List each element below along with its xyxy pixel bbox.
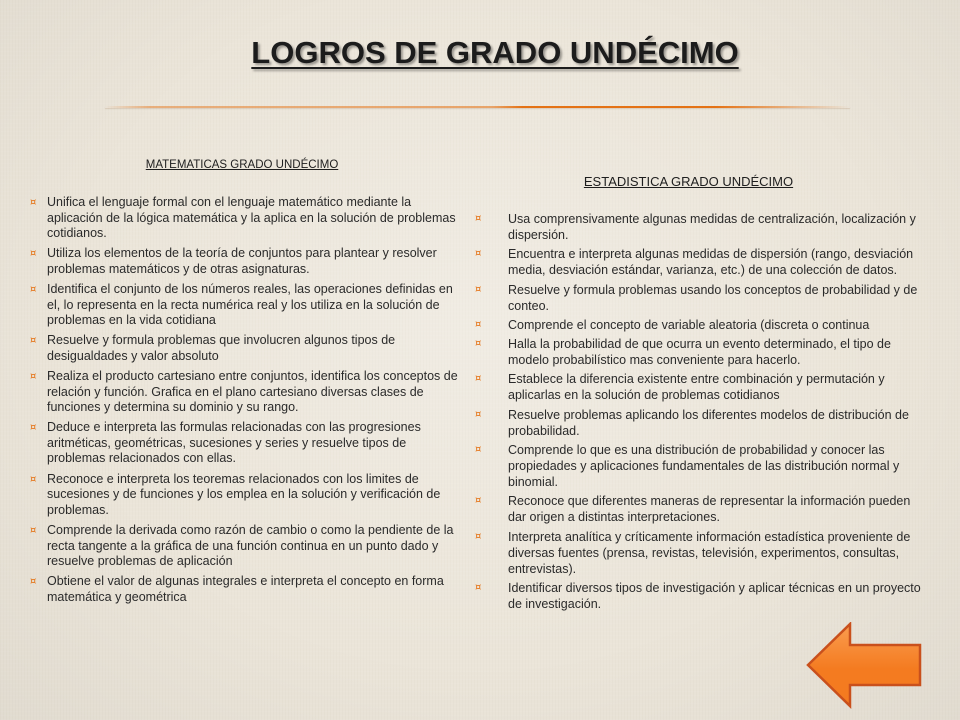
achievement-text: Resuelve y formula problemas que involucren algunos tipos de desigualdades y valor absoluto [47,333,396,363]
list-item [30,282,462,329]
list-item [30,246,462,277]
bullet-icon: ¤ [475,530,482,542]
list-item [475,371,925,403]
achievement-text: Unifica el lenguaje formal con el lenguaje matemático mediante la aplicación de la lógica matemática y la aplica en la solución de problemas cotidianos. [47,195,456,240]
list-item [475,246,925,278]
list-item [475,529,925,577]
list-item [30,471,462,519]
bullet-icon: ¤ [30,473,37,485]
list-item [475,282,925,314]
achievement-text: Obtiene el valor de algunas integrales e interpreta el concepto en forma matemática y geométrica [47,574,444,604]
math-achievements-list [30,195,462,610]
bullet-icon: ¤ [30,371,37,383]
achievement-text: Halla la probabilidad de que ocurra un evento determinado, el tipo de modelo probabilístico mas conveniente para hacerlo. [508,337,891,368]
bullet-icon: ¤ [475,373,482,385]
list-item [30,369,462,416]
bullet-icon: ¤ [30,197,37,208]
achievement-text: Comprende el concepto de variable aleatoria (discreta o continua [508,317,870,332]
bullet-icon: ¤ [30,576,37,588]
achievement-text: Identificar diversos tipos de investigación y aplicar técnicas en un proyecto de investigación. [508,580,921,611]
bullet-icon: ¤ [475,318,482,330]
bullet-icon: ¤ [475,283,482,295]
list-item [475,407,925,439]
bullet-icon: ¤ [30,335,37,347]
achievement-text: Realiza el producto cartesiano entre conjuntos, identifica los conceptos de relación y función. Grafica en el plano cartesiano diversas clases de funciones y determina su dominio y su rango. [47,369,458,415]
list-item [475,442,925,490]
bullet-icon: ¤ [30,422,37,434]
bullet-icon: ¤ [30,284,37,296]
list-item [475,493,925,525]
achievement-text: Resuelve y formula problemas usando los conceptos de probabilidad y de conteo. [508,282,918,313]
achievement-text: Usa comprensivamente algunas medidas de centralización, localización y dispersión. [508,212,916,242]
achievement-text: Interpreta analítica y críticamente información estadística proveniente de diversas fuentes (prensa, revistas, televisión, experimentos, consultas, entrevistas). [508,529,911,576]
bullet-icon: ¤ [475,213,482,224]
list-item [30,333,462,364]
statistics-heading: ESTADISTICA GRADO UNDÉCIMO [583,174,794,189]
achievement-text: Utiliza los elementos de la teoría de conjuntos para plantear y resolver problemas matemáticos y de otras asignaturas. [47,246,437,276]
list-item [30,195,462,242]
achievement-text: Deduce e interpreta las formulas relacionadas con las progresiones aritméticas, geométricas, sucesiones y series y resuelve tipos de problemas relacionados con ellas. [47,420,421,466]
title-divider [105,106,850,108]
list-item [475,336,925,368]
achievement-text: Identifica el conjunto de los números reales, las operaciones definidas en el, lo representa en la recta numérica real y los utiliza en la solución de problemas en la vida cotidiana [47,282,453,328]
bullet-icon: ¤ [475,248,482,260]
list-item [30,523,462,570]
arrow-left-icon[interactable] [806,622,924,710]
bullet-icon: ¤ [30,525,37,537]
bullet-icon: ¤ [475,444,482,456]
achievement-text: Reconoce e interpreta los teoremas relacionados con los limites de sucesiones y de funciones y los emplea en la solución y verificación de problemas. [47,471,441,517]
list-item [475,211,925,243]
achievement-text: Comprende la derivada como razón de cambio o como la pendiente de la recta tangente a la gráfica de una función continua en un punto dado y resuelve problemas de aplicación [47,523,454,569]
bullet-icon: ¤ [475,495,482,507]
bullet-icon: ¤ [475,581,482,593]
achievement-text: Reconoce que diferentes maneras de representar la información pueden dar origen a distintas interpretaciones. [508,494,911,525]
achievement-text: Comprende lo que es una distribución de probabilidad y conocer las propiedades y aplicaciones fundamentales de las distribución normal y binomial. [508,443,900,490]
statistics-achievements-list [475,211,925,615]
bullet-icon: ¤ [475,408,482,420]
math-heading: MATEMATICAS GRADO UNDÉCIMO [145,159,339,171]
list-item [475,580,925,612]
back-arrow-button[interactable] [806,622,924,710]
bullet-icon: ¤ [475,338,482,350]
list-item [30,420,462,467]
achievement-text: Encuentra e interpreta algunas medidas de dispersión (rango, desviación media, desviación estándar, varianza, etc.) de una colección de datos. [508,247,914,278]
list-item [475,317,925,333]
achievement-text: Resuelve problemas aplicando los diferentes modelos de distribución de probabilidad. [508,407,909,438]
slide-title: LOGROS DE GRADO UNDÉCIMO [251,35,739,70]
bullet-icon: ¤ [30,248,37,260]
achievement-text: Establece la diferencia existente entre combinación y permutación y aplicarlas en la solución de problemas cotidianos [508,372,885,403]
list-item [30,574,462,605]
